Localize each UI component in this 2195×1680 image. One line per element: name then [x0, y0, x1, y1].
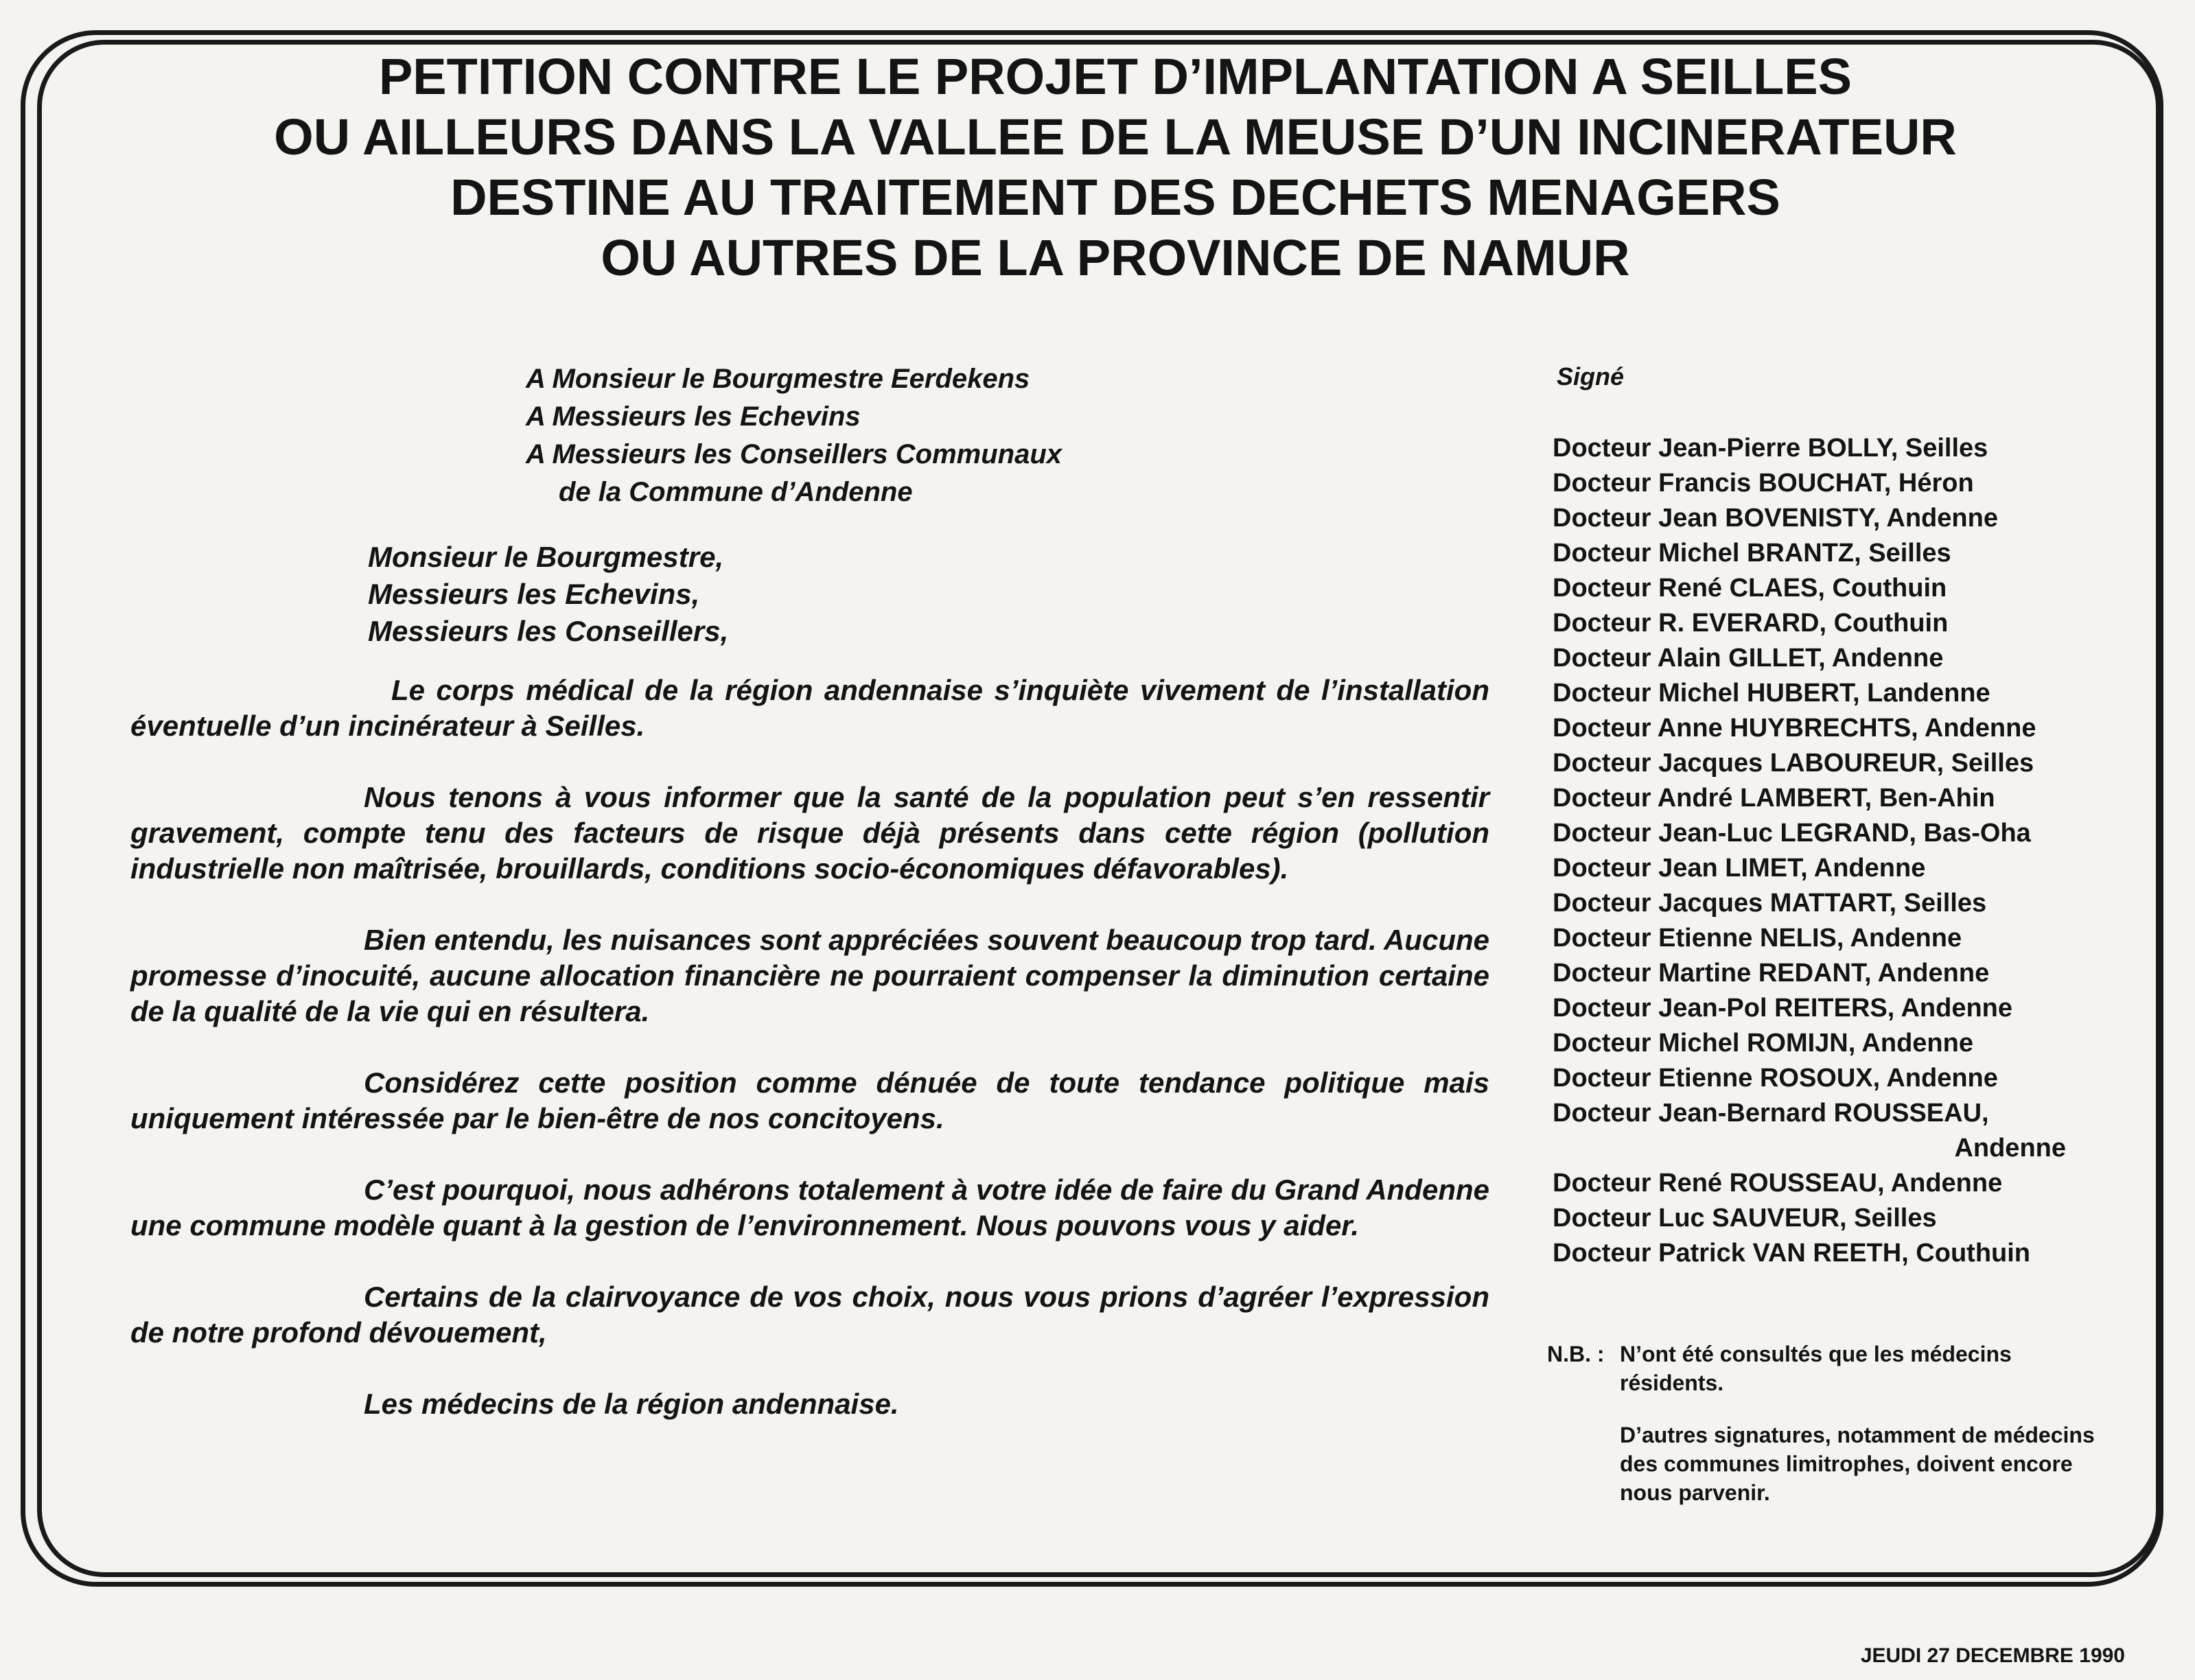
- signatory: Docteur Jean-Pol REITERS, Andenne: [1553, 994, 2013, 1023]
- addressee-block: [526, 360, 1062, 511]
- signatory: Docteur Etienne NELIS, Andenne: [1553, 924, 1962, 953]
- signatory: Docteur Jean-Pierre BOLLY, Seilles: [1553, 434, 1988, 463]
- letter-body: [130, 673, 1489, 1458]
- address-line: A Monsieur le Bourgmestre Eerdekens: [526, 364, 1030, 394]
- body-paragraph: Le corps médical de la région andennaise s’inquiète vivement de l’installation éventuelle d’un incinérateur à Seilles.: [130, 674, 1489, 742]
- signatory: Docteur Martine REDANT, Andenne: [1553, 959, 1990, 988]
- signatory: Docteur Jean-Luc LEGRAND, Bas-Oha: [1553, 819, 2031, 848]
- signatory: Docteur Jean-Bernard ROUSSEAU,: [1553, 1099, 1989, 1128]
- salutation-block: [368, 539, 728, 650]
- nb-note-text: N’ont été consultés que les médecins résidents.: [1620, 1342, 2012, 1395]
- publication-date: JEUDI 27 DECEMBRE 1990: [1860, 1644, 2125, 1667]
- body-paragraph: Certains de la clairvoyance de vos choix, nous vous prions d’agréer l’expression de notre profond dévouement,: [130, 1281, 1489, 1349]
- body-paragraph: Considérez cette position comme dénuée de toute tendance politique mais uniquement intéressée par le bien-être de nos concitoyens.: [130, 1066, 1489, 1134]
- signatory: Docteur Patrick VAN REETH, Couthuin: [1553, 1239, 2031, 1268]
- signatory: Docteur Alain GILLET, Andenne: [1553, 644, 1944, 673]
- signatory: Docteur Anne HUYBRECHTS, Andenne: [1553, 714, 2036, 743]
- signatory: Docteur Jacques LABOUREUR, Seilles: [1553, 749, 2034, 778]
- salutation-line: Messieurs les Conseillers,: [368, 615, 729, 647]
- address-line: A Messieurs les Conseillers Communaux: [526, 439, 1062, 469]
- body-paragraph: C’est pourquoi, nous adhérons totalement à votre idée de faire du Grand Andenne une commune modèle quant à la gestion de l’environnement. Nous pouvons vous y aider.: [130, 1174, 1489, 1241]
- signatory: Docteur Jean BOVENISTY, Andenne: [1553, 504, 1998, 533]
- signatories-list: [1553, 431, 2074, 1271]
- signatory: Docteur Michel HUBERT, Landenne: [1553, 679, 1990, 708]
- letter-closing: Les médecins de la région andennaise.: [364, 1388, 899, 1420]
- signatory: Docteur André LAMBERT, Ben-Ahin: [1553, 784, 1995, 813]
- signatory: Docteur Michel BRANTZ, Seilles: [1553, 539, 1951, 568]
- signatory: Docteur Michel ROMIJN, Andenne: [1553, 1029, 1973, 1058]
- title-line: DESTINE AU TRAITEMENT DES DECHETS MENAGERS: [450, 169, 1780, 226]
- address-line: de la Commune d’Andenne: [559, 477, 913, 507]
- petition-title: [137, 47, 2093, 288]
- signatory: Docteur Luc SAUVEUR, Seilles: [1553, 1204, 1937, 1233]
- signatory: Docteur René ROUSSEAU, Andenne: [1553, 1169, 2003, 1198]
- signatory-continuation: Andenne: [1954, 1134, 2066, 1163]
- title-line: PETITION CONTRE LE PROJET D’IMPLANTATION A SEILLES: [378, 48, 1853, 105]
- salutation-line: Messieurs les Echevins,: [368, 578, 700, 610]
- signe-label: Signé: [1557, 362, 1625, 390]
- address-line: A Messieurs les Echevins: [526, 401, 861, 432]
- signatory: Docteur Jean LIMET, Andenne: [1553, 854, 1926, 883]
- nb-note: [1547, 1340, 2096, 1507]
- body-paragraph: Nous tenons à vous informer que la santé de la population peut s’en ressentir gravement, compte tenu des facteurs de risque déjà présents dans cette région (pollution industrielle non maîtrisée, brouillards, conditions socio-économiques défavorables).: [130, 781, 1489, 885]
- nb-label: N.B. :: [1547, 1342, 1605, 1366]
- salutation-line: Monsieur le Bourgmestre,: [368, 541, 724, 573]
- signatory: Docteur Francis BOUCHAT, Héron: [1553, 469, 1974, 498]
- signatory: Docteur R. EVERARD, Couthuin: [1553, 609, 1949, 638]
- title-line: OU AILLEURS DANS LA VALLEE DE LA MEUSE D’UN INCINERATEUR: [274, 108, 1957, 165]
- body-paragraph: Bien entendu, les nuisances sont appréciées souvent beaucoup trop tard. Aucune promesse d’inocuité, aucune allocation financière ne pourraient compenser la diminution certaine de la qualité de la vie qui en résultera.: [130, 924, 1489, 1027]
- signatory: Docteur Jacques MATTART, Seilles: [1553, 889, 1987, 918]
- signatory: Docteur René CLAES, Couthuin: [1553, 574, 1947, 603]
- nb-note-text: D’autres signatures, notamment de médecins des communes limitrophes, doivent encore nous parvenir.: [1620, 1423, 2095, 1505]
- title-line: OU AUTRES DE LA PROVINCE DE NAMUR: [601, 229, 1630, 286]
- signatory: Docteur Etienne ROSOUX, Andenne: [1553, 1064, 1998, 1093]
